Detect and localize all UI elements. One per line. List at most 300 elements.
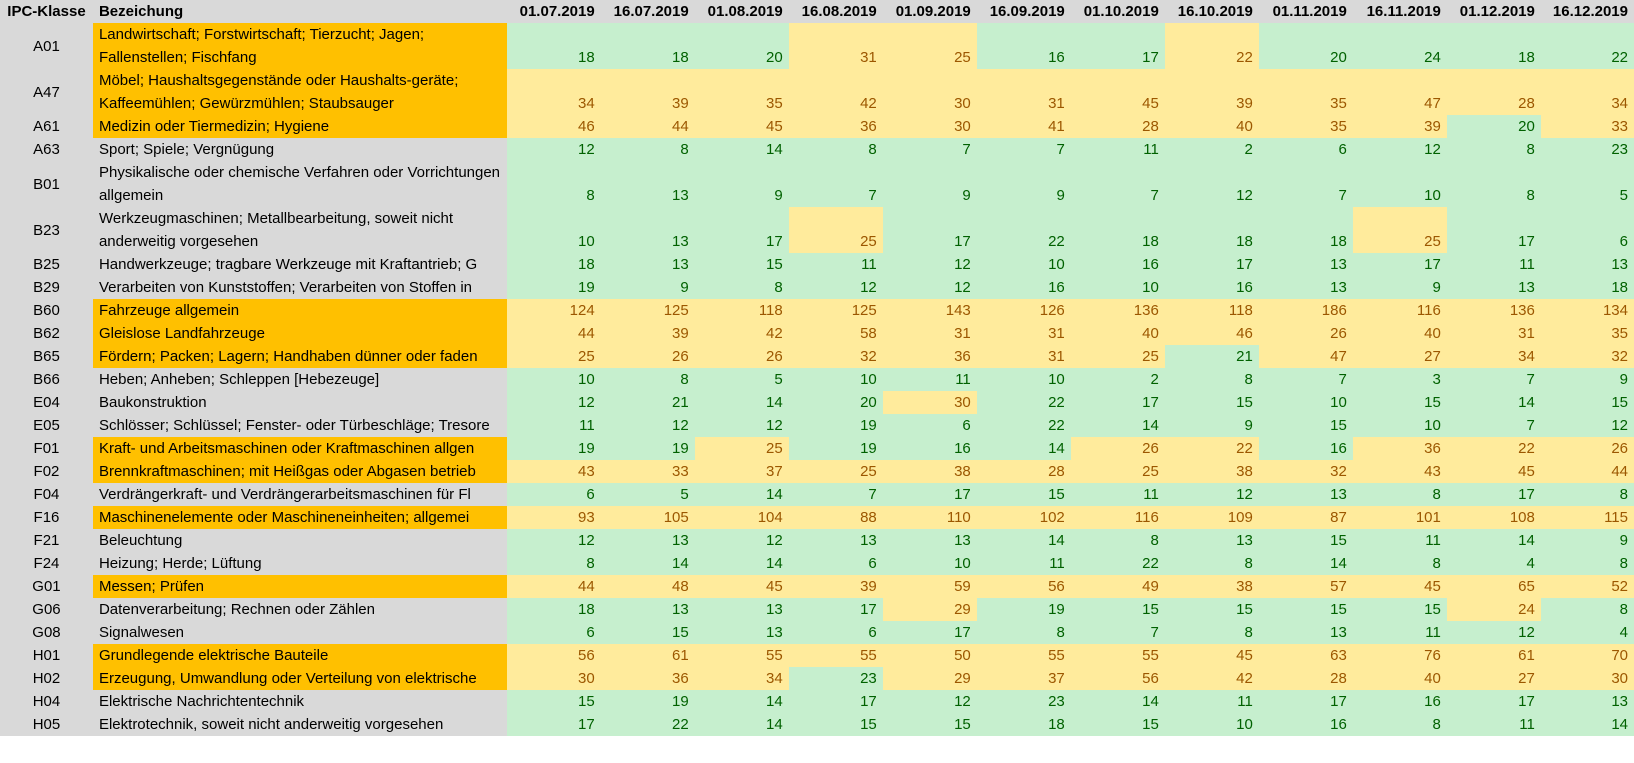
value-cell[interactable]: 24: [1353, 23, 1447, 69]
description-cell[interactable]: Fördern; Packen; Lagern; Handhaben dünner oder faden: [93, 345, 507, 368]
value-cell[interactable]: 13: [601, 529, 695, 552]
description-cell[interactable]: Landwirtschaft; Forstwirtschaft; Tierzucht; Jagen; Fallenstellen; Fischfang: [93, 23, 507, 69]
value-cell[interactable]: 20: [1259, 23, 1353, 69]
value-cell[interactable]: 6: [1541, 207, 1634, 253]
ipc-class-cell[interactable]: F02: [0, 460, 93, 483]
value-cell[interactable]: 17: [1353, 253, 1447, 276]
value-cell[interactable]: 88: [789, 506, 883, 529]
value-cell[interactable]: 38: [1165, 460, 1259, 483]
header-date[interactable]: 01.07.2019: [507, 0, 601, 23]
ipc-class-cell[interactable]: F21: [0, 529, 93, 552]
value-cell[interactable]: 8: [1165, 621, 1259, 644]
value-cell[interactable]: 8: [1541, 483, 1634, 506]
value-cell[interactable]: 40: [1165, 115, 1259, 138]
value-cell[interactable]: 30: [883, 69, 977, 115]
value-cell[interactable]: 8: [1165, 552, 1259, 575]
value-cell[interactable]: 38: [883, 460, 977, 483]
value-cell[interactable]: 10: [507, 368, 601, 391]
value-cell[interactable]: 7: [1447, 368, 1541, 391]
value-cell[interactable]: 36: [789, 115, 883, 138]
description-cell[interactable]: Brennkraftmaschinen; mit Heißgas oder Abgasen betrieb: [93, 460, 507, 483]
value-cell[interactable]: 18: [977, 713, 1071, 736]
value-cell[interactable]: 9: [1165, 414, 1259, 437]
value-cell[interactable]: 61: [601, 644, 695, 667]
description-cell[interactable]: Gleislose Landfahrzeuge: [93, 322, 507, 345]
ipc-class-cell[interactable]: A01: [0, 23, 93, 69]
value-cell[interactable]: 13: [601, 161, 695, 207]
value-cell[interactable]: 11: [1071, 483, 1165, 506]
description-cell[interactable]: Datenverarbeitung; Rechnen oder Zählen: [93, 598, 507, 621]
value-cell[interactable]: 40: [1071, 322, 1165, 345]
value-cell[interactable]: 32: [1259, 460, 1353, 483]
value-cell[interactable]: 87: [1259, 506, 1353, 529]
value-cell[interactable]: 19: [789, 437, 883, 460]
value-cell[interactable]: 8: [1071, 529, 1165, 552]
header-date[interactable]: 01.09.2019: [883, 0, 977, 23]
value-cell[interactable]: 12: [1353, 138, 1447, 161]
value-cell[interactable]: 56: [1071, 667, 1165, 690]
value-cell[interactable]: 13: [1541, 253, 1634, 276]
value-cell[interactable]: 11: [1165, 690, 1259, 713]
value-cell[interactable]: 7: [883, 138, 977, 161]
header-date[interactable]: 16.09.2019: [977, 0, 1071, 23]
value-cell[interactable]: 42: [789, 69, 883, 115]
value-cell[interactable]: 7: [1259, 368, 1353, 391]
value-cell[interactable]: 7: [1071, 621, 1165, 644]
value-cell[interactable]: 134: [1541, 299, 1634, 322]
value-cell[interactable]: 17: [1447, 207, 1541, 253]
value-cell[interactable]: 19: [601, 437, 695, 460]
value-cell[interactable]: 13: [789, 529, 883, 552]
value-cell[interactable]: 118: [695, 299, 789, 322]
value-cell[interactable]: 12: [507, 391, 601, 414]
value-cell[interactable]: 20: [695, 23, 789, 69]
value-cell[interactable]: 7: [1259, 161, 1353, 207]
value-cell[interactable]: 45: [695, 575, 789, 598]
value-cell[interactable]: 22: [977, 391, 1071, 414]
value-cell[interactable]: 31: [1447, 322, 1541, 345]
value-cell[interactable]: 14: [977, 437, 1071, 460]
ipc-class-cell[interactable]: B29: [0, 276, 93, 299]
value-cell[interactable]: 12: [1165, 161, 1259, 207]
ipc-class-cell[interactable]: F16: [0, 506, 93, 529]
value-cell[interactable]: 32: [789, 345, 883, 368]
value-cell[interactable]: 93: [507, 506, 601, 529]
value-cell[interactable]: 13: [695, 621, 789, 644]
value-cell[interactable]: 105: [601, 506, 695, 529]
description-cell[interactable]: Messen; Prüfen: [93, 575, 507, 598]
ipc-class-cell[interactable]: E05: [0, 414, 93, 437]
value-cell[interactable]: 25: [507, 345, 601, 368]
value-cell[interactable]: 101: [1353, 506, 1447, 529]
value-cell[interactable]: 28: [977, 460, 1071, 483]
ipc-class-cell[interactable]: F04: [0, 483, 93, 506]
value-cell[interactable]: 7: [977, 138, 1071, 161]
description-cell[interactable]: Beleuchtung: [93, 529, 507, 552]
ipc-class-cell[interactable]: E04: [0, 391, 93, 414]
value-cell[interactable]: 45: [1353, 575, 1447, 598]
value-cell[interactable]: 59: [883, 575, 977, 598]
value-cell[interactable]: 10: [977, 368, 1071, 391]
value-cell[interactable]: 33: [601, 460, 695, 483]
value-cell[interactable]: 70: [1541, 644, 1634, 667]
value-cell[interactable]: 31: [977, 69, 1071, 115]
value-cell[interactable]: 15: [977, 483, 1071, 506]
value-cell[interactable]: 31: [977, 322, 1071, 345]
value-cell[interactable]: 19: [789, 414, 883, 437]
value-cell[interactable]: 45: [1071, 69, 1165, 115]
value-cell[interactable]: 16: [1259, 713, 1353, 736]
value-cell[interactable]: 14: [695, 483, 789, 506]
value-cell[interactable]: 15: [1541, 391, 1634, 414]
value-cell[interactable]: 34: [1447, 345, 1541, 368]
value-cell[interactable]: 110: [883, 506, 977, 529]
value-cell[interactable]: 36: [1353, 437, 1447, 460]
value-cell[interactable]: 46: [1165, 322, 1259, 345]
value-cell[interactable]: 14: [1071, 414, 1165, 437]
value-cell[interactable]: 14: [601, 552, 695, 575]
value-cell[interactable]: 12: [789, 276, 883, 299]
ipc-class-cell[interactable]: F24: [0, 552, 93, 575]
value-cell[interactable]: 49: [1071, 575, 1165, 598]
ipc-class-cell[interactable]: H04: [0, 690, 93, 713]
value-cell[interactable]: 22: [1165, 437, 1259, 460]
description-cell[interactable]: Heizung; Herde; Lüftung: [93, 552, 507, 575]
value-cell[interactable]: 57: [1259, 575, 1353, 598]
value-cell[interactable]: 16: [977, 23, 1071, 69]
value-cell[interactable]: 104: [695, 506, 789, 529]
ipc-class-cell[interactable]: G01: [0, 575, 93, 598]
value-cell[interactable]: 28: [1259, 667, 1353, 690]
value-cell[interactable]: 125: [789, 299, 883, 322]
value-cell[interactable]: 13: [1259, 253, 1353, 276]
value-cell[interactable]: 45: [695, 115, 789, 138]
value-cell[interactable]: 15: [507, 690, 601, 713]
value-cell[interactable]: 11: [1447, 713, 1541, 736]
value-cell[interactable]: 11: [1447, 253, 1541, 276]
value-cell[interactable]: 41: [977, 115, 1071, 138]
value-cell[interactable]: 13: [883, 529, 977, 552]
value-cell[interactable]: 15: [1165, 598, 1259, 621]
value-cell[interactable]: 16: [1259, 437, 1353, 460]
value-cell[interactable]: 10: [883, 552, 977, 575]
header-date[interactable]: 01.10.2019: [1071, 0, 1165, 23]
value-cell[interactable]: 109: [1165, 506, 1259, 529]
value-cell[interactable]: 7: [789, 483, 883, 506]
value-cell[interactable]: 4: [1541, 621, 1634, 644]
value-cell[interactable]: 39: [1165, 69, 1259, 115]
value-cell[interactable]: 18: [601, 23, 695, 69]
description-cell[interactable]: Schlösser; Schlüssel; Fenster- oder Türbeschläge; Tresore: [93, 414, 507, 437]
ipc-class-cell[interactable]: B62: [0, 322, 93, 345]
value-cell[interactable]: 38: [1165, 575, 1259, 598]
value-cell[interactable]: 14: [695, 138, 789, 161]
value-cell[interactable]: 44: [507, 322, 601, 345]
value-cell[interactable]: 12: [1165, 483, 1259, 506]
value-cell[interactable]: 26: [1071, 437, 1165, 460]
value-cell[interactable]: 20: [1447, 115, 1541, 138]
value-cell[interactable]: 34: [1541, 69, 1634, 115]
description-cell[interactable]: Kraft- und Arbeitsmaschinen oder Kraftmaschinen allgen: [93, 437, 507, 460]
value-cell[interactable]: 16: [1353, 690, 1447, 713]
value-cell[interactable]: 15: [1071, 598, 1165, 621]
value-cell[interactable]: 12: [695, 414, 789, 437]
value-cell[interactable]: 8: [1353, 552, 1447, 575]
value-cell[interactable]: 15: [1259, 414, 1353, 437]
value-cell[interactable]: 15: [1259, 529, 1353, 552]
value-cell[interactable]: 26: [695, 345, 789, 368]
value-cell[interactable]: 11: [789, 253, 883, 276]
value-cell[interactable]: 26: [1541, 437, 1634, 460]
value-cell[interactable]: 14: [977, 529, 1071, 552]
value-cell[interactable]: 11: [977, 552, 1071, 575]
ipc-class-cell[interactable]: H02: [0, 667, 93, 690]
value-cell[interactable]: 17: [789, 690, 883, 713]
value-cell[interactable]: 125: [601, 299, 695, 322]
value-cell[interactable]: 118: [1165, 299, 1259, 322]
value-cell[interactable]: 12: [695, 529, 789, 552]
value-cell[interactable]: 9: [1541, 368, 1634, 391]
description-cell[interactable]: Signalwesen: [93, 621, 507, 644]
value-cell[interactable]: 8: [601, 368, 695, 391]
value-cell[interactable]: 76: [1353, 644, 1447, 667]
value-cell[interactable]: 29: [883, 598, 977, 621]
value-cell[interactable]: 17: [1165, 253, 1259, 276]
value-cell[interactable]: 9: [601, 276, 695, 299]
value-cell[interactable]: 11: [1071, 138, 1165, 161]
ipc-class-cell[interactable]: A47: [0, 69, 93, 115]
ipc-class-cell[interactable]: B60: [0, 299, 93, 322]
value-cell[interactable]: 124: [507, 299, 601, 322]
value-cell[interactable]: 65: [1447, 575, 1541, 598]
value-cell[interactable]: 15: [1071, 713, 1165, 736]
value-cell[interactable]: 35: [1259, 115, 1353, 138]
value-cell[interactable]: 20: [789, 391, 883, 414]
ipc-class-cell[interactable]: B66: [0, 368, 93, 391]
value-cell[interactable]: 22: [1165, 23, 1259, 69]
value-cell[interactable]: 43: [1353, 460, 1447, 483]
value-cell[interactable]: 13: [1259, 621, 1353, 644]
value-cell[interactable]: 9: [1541, 529, 1634, 552]
value-cell[interactable]: 8: [601, 138, 695, 161]
value-cell[interactable]: 10: [1353, 161, 1447, 207]
value-cell[interactable]: 116: [1353, 299, 1447, 322]
value-cell[interactable]: 8: [1165, 368, 1259, 391]
value-cell[interactable]: 116: [1071, 506, 1165, 529]
value-cell[interactable]: 5: [601, 483, 695, 506]
value-cell[interactable]: 18: [507, 23, 601, 69]
value-cell[interactable]: 56: [977, 575, 1071, 598]
value-cell[interactable]: 34: [507, 69, 601, 115]
value-cell[interactable]: 55: [695, 644, 789, 667]
value-cell[interactable]: 13: [695, 598, 789, 621]
value-cell[interactable]: 31: [883, 322, 977, 345]
value-cell[interactable]: 13: [601, 253, 695, 276]
value-cell[interactable]: 19: [507, 276, 601, 299]
value-cell[interactable]: 12: [1447, 621, 1541, 644]
header-date[interactable]: 01.08.2019: [695, 0, 789, 23]
header-date[interactable]: 16.11.2019: [1353, 0, 1447, 23]
value-cell[interactable]: 55: [977, 644, 1071, 667]
value-cell[interactable]: 25: [789, 460, 883, 483]
value-cell[interactable]: 17: [1259, 690, 1353, 713]
description-cell[interactable]: Fahrzeuge allgemein: [93, 299, 507, 322]
value-cell[interactable]: 32: [1541, 345, 1634, 368]
value-cell[interactable]: 50: [883, 644, 977, 667]
ipc-class-cell[interactable]: H05: [0, 713, 93, 736]
value-cell[interactable]: 34: [695, 667, 789, 690]
value-cell[interactable]: 28: [1447, 69, 1541, 115]
value-cell[interactable]: 6: [1259, 138, 1353, 161]
value-cell[interactable]: 10: [789, 368, 883, 391]
value-cell[interactable]: 14: [1447, 391, 1541, 414]
ipc-class-cell[interactable]: B25: [0, 253, 93, 276]
value-cell[interactable]: 17: [789, 598, 883, 621]
value-cell[interactable]: 23: [789, 667, 883, 690]
header-bezeichnung[interactable]: Bezeichung: [93, 0, 507, 23]
value-cell[interactable]: 8: [977, 621, 1071, 644]
value-cell[interactable]: 5: [695, 368, 789, 391]
value-cell[interactable]: 55: [1071, 644, 1165, 667]
value-cell[interactable]: 10: [507, 207, 601, 253]
value-cell[interactable]: 58: [789, 322, 883, 345]
value-cell[interactable]: 23: [1541, 138, 1634, 161]
value-cell[interactable]: 33: [1541, 115, 1634, 138]
value-cell[interactable]: 30: [883, 115, 977, 138]
value-cell[interactable]: 35: [1541, 322, 1634, 345]
description-cell[interactable]: Verdrängerkraft- und Verdrängerarbeitsmaschinen für Fl: [93, 483, 507, 506]
value-cell[interactable]: 30: [1541, 667, 1634, 690]
value-cell[interactable]: 11: [1353, 529, 1447, 552]
value-cell[interactable]: 37: [977, 667, 1071, 690]
value-cell[interactable]: 8: [1447, 138, 1541, 161]
value-cell[interactable]: 136: [1447, 299, 1541, 322]
value-cell[interactable]: 12: [601, 414, 695, 437]
value-cell[interactable]: 7: [1071, 161, 1165, 207]
value-cell[interactable]: 16: [1165, 276, 1259, 299]
description-cell[interactable]: Physikalische oder chemische Verfahren oder Vorrichtungen allgemein: [93, 161, 507, 207]
value-cell[interactable]: 22: [1447, 437, 1541, 460]
value-cell[interactable]: 15: [883, 713, 977, 736]
value-cell[interactable]: 12: [507, 529, 601, 552]
value-cell[interactable]: 31: [977, 345, 1071, 368]
description-cell[interactable]: Medizin oder Tiermedizin; Hygiene: [93, 115, 507, 138]
value-cell[interactable]: 18: [1165, 207, 1259, 253]
value-cell[interactable]: 6: [883, 414, 977, 437]
value-cell[interactable]: 42: [1165, 667, 1259, 690]
value-cell[interactable]: 17: [1447, 690, 1541, 713]
value-cell[interactable]: 6: [789, 621, 883, 644]
value-cell[interactable]: 13: [601, 207, 695, 253]
value-cell[interactable]: 22: [1541, 23, 1634, 69]
value-cell[interactable]: 8: [1541, 598, 1634, 621]
value-cell[interactable]: 16: [977, 276, 1071, 299]
value-cell[interactable]: 11: [1353, 621, 1447, 644]
value-cell[interactable]: 40: [1353, 322, 1447, 345]
value-cell[interactable]: 56: [507, 644, 601, 667]
value-cell[interactable]: 14: [695, 391, 789, 414]
ipc-class-cell[interactable]: G06: [0, 598, 93, 621]
value-cell[interactable]: 36: [883, 345, 977, 368]
value-cell[interactable]: 13: [1259, 483, 1353, 506]
ipc-class-cell[interactable]: B01: [0, 161, 93, 207]
value-cell[interactable]: 18: [1447, 23, 1541, 69]
header-date[interactable]: 16.08.2019: [789, 0, 883, 23]
value-cell[interactable]: 19: [977, 598, 1071, 621]
value-cell[interactable]: 13: [1259, 276, 1353, 299]
value-cell[interactable]: 45: [1165, 644, 1259, 667]
value-cell[interactable]: 40: [1353, 667, 1447, 690]
value-cell[interactable]: 27: [1447, 667, 1541, 690]
value-cell[interactable]: 10: [1165, 713, 1259, 736]
value-cell[interactable]: 35: [695, 69, 789, 115]
value-cell[interactable]: 10: [977, 253, 1071, 276]
description-cell[interactable]: Elektrische Nachrichtentechnik: [93, 690, 507, 713]
value-cell[interactable]: 17: [1071, 23, 1165, 69]
value-cell[interactable]: 14: [695, 713, 789, 736]
header-date[interactable]: 16.07.2019: [601, 0, 695, 23]
value-cell[interactable]: 31: [789, 23, 883, 69]
value-cell[interactable]: 43: [507, 460, 601, 483]
value-cell[interactable]: 13: [1447, 276, 1541, 299]
value-cell[interactable]: 4: [1447, 552, 1541, 575]
description-cell[interactable]: Baukonstruktion: [93, 391, 507, 414]
value-cell[interactable]: 14: [1541, 713, 1634, 736]
value-cell[interactable]: 2: [1165, 138, 1259, 161]
value-cell[interactable]: 108: [1447, 506, 1541, 529]
value-cell[interactable]: 39: [1353, 115, 1447, 138]
value-cell[interactable]: 21: [1165, 345, 1259, 368]
ipc-class-cell[interactable]: A61: [0, 115, 93, 138]
value-cell[interactable]: 26: [1259, 322, 1353, 345]
value-cell[interactable]: 46: [507, 115, 601, 138]
value-cell[interactable]: 136: [1071, 299, 1165, 322]
ipc-class-cell[interactable]: A63: [0, 138, 93, 161]
value-cell[interactable]: 17: [1071, 391, 1165, 414]
value-cell[interactable]: 39: [789, 575, 883, 598]
value-cell[interactable]: 37: [695, 460, 789, 483]
value-cell[interactable]: 15: [601, 621, 695, 644]
value-cell[interactable]: 47: [1353, 69, 1447, 115]
value-cell[interactable]: 25: [883, 23, 977, 69]
value-cell[interactable]: 28: [1071, 115, 1165, 138]
value-cell[interactable]: 42: [695, 322, 789, 345]
value-cell[interactable]: 11: [507, 414, 601, 437]
value-cell[interactable]: 26: [601, 345, 695, 368]
value-cell[interactable]: 8: [507, 552, 601, 575]
value-cell[interactable]: 15: [695, 253, 789, 276]
ipc-class-cell[interactable]: F01: [0, 437, 93, 460]
value-cell[interactable]: 10: [1353, 414, 1447, 437]
description-cell[interactable]: Handwerkzeuge; tragbare Werkzeuge mit Kraftantrieb; G: [93, 253, 507, 276]
value-cell[interactable]: 17: [883, 483, 977, 506]
value-cell[interactable]: 143: [883, 299, 977, 322]
value-cell[interactable]: 52: [1541, 575, 1634, 598]
value-cell[interactable]: 15: [1353, 391, 1447, 414]
value-cell[interactable]: 61: [1447, 644, 1541, 667]
value-cell[interactable]: 18: [1259, 207, 1353, 253]
value-cell[interactable]: 18: [507, 253, 601, 276]
value-cell[interactable]: 15: [1259, 598, 1353, 621]
value-cell[interactable]: 25: [789, 207, 883, 253]
value-cell[interactable]: 10: [1071, 276, 1165, 299]
value-cell[interactable]: 44: [1541, 460, 1634, 483]
description-cell[interactable]: Sport; Spiele; Vergnügung: [93, 138, 507, 161]
value-cell[interactable]: 30: [507, 667, 601, 690]
ipc-class-cell[interactable]: B65: [0, 345, 93, 368]
value-cell[interactable]: 13: [1165, 529, 1259, 552]
value-cell[interactable]: 27: [1353, 345, 1447, 368]
